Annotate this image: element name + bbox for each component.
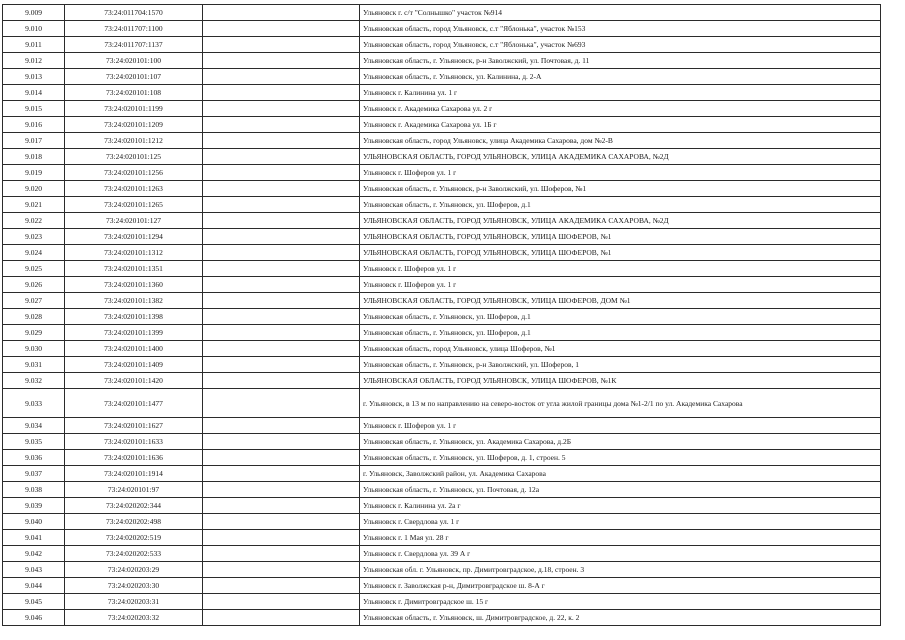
address-cell: Ульяновская область, г. Ульяновск, ул. Почтовая, д. 12а [360,482,881,498]
empty-cell [203,389,360,418]
row-number-cell: 9.013 [3,69,65,85]
empty-cell [203,197,360,213]
table-row [3,277,881,293]
cadastral-number-cell: 73:24:020101:108 [65,85,203,101]
cadastral-number-cell: 73:24:020101:100 [65,53,203,69]
table-row [3,594,881,610]
row-number-cell: 9.010 [3,21,65,37]
empty-cell [203,69,360,85]
cadastral-number-cell: 73:24:020101:1627 [65,418,203,434]
table-row [3,562,881,578]
row-number-cell: 9.016 [3,117,65,133]
row-number-cell: 9.044 [3,578,65,594]
row-number-cell: 9.025 [3,261,65,277]
empty-cell [203,578,360,594]
address-cell: Ульяновская область, г. Ульяновск, ул. Калинина, д. 2-А [360,69,881,85]
empty-cell [203,373,360,389]
cadastral-number-cell: 73:24:020101:1209 [65,117,203,133]
row-number-cell: 9.027 [3,293,65,309]
cadastral-number-cell: 73:24:020101:1351 [65,261,203,277]
cadastral-number-cell: 73:24:011707:1137 [65,37,203,53]
row-number-cell: 9.046 [3,610,65,626]
table-row [3,21,881,37]
row-number-cell: 9.039 [3,498,65,514]
table-row [3,309,881,325]
row-number-cell: 9.034 [3,418,65,434]
row-number-cell: 9.033 [3,389,65,418]
table-row [3,261,881,277]
row-number-cell: 9.031 [3,357,65,373]
table-row [3,69,881,85]
empty-cell [203,514,360,530]
row-number-cell: 9.011 [3,37,65,53]
table-row [3,5,881,21]
table-row [3,197,881,213]
cadastral-number-cell: 73:24:020101:1212 [65,133,203,149]
empty-cell [203,293,360,309]
table-row [3,357,881,373]
cadastral-number-cell: 73:24:020203:30 [65,578,203,594]
table-row [3,325,881,341]
cadastral-number-cell: 73:24:020202:498 [65,514,203,530]
row-number-cell: 9.029 [3,325,65,341]
row-number-cell: 9.038 [3,482,65,498]
address-cell: Ульяновская область, г. Ульяновск, ул. Шоферов, д.1 [360,197,881,213]
cadastral-number-cell: 73:24:020101:107 [65,69,203,85]
row-number-cell: 9.024 [3,245,65,261]
row-number-cell: 9.042 [3,546,65,562]
cadastral-number-cell: 73:24:020203:31 [65,594,203,610]
address-cell: Ульяновск г. Заволжская р-н, Димитровградское ш. 8-А г [360,578,881,594]
address-cell: Ульяновск г. Шоферов ул. 1 г [360,418,881,434]
cadastral-number-cell: 73:24:020101:1199 [65,101,203,117]
empty-cell [203,117,360,133]
table-row [3,213,881,229]
address-cell: Ульяновская область, г. Ульяновск, ул. Шоферов, д.1 [360,309,881,325]
address-cell: Ульяновск г. Академика Сахарова ул. 2 г [360,101,881,117]
address-cell: Ульяновск г. 1 Мая ул. 28 г [360,530,881,546]
row-number-cell: 9.037 [3,466,65,482]
empty-cell [203,21,360,37]
row-number-cell: 9.040 [3,514,65,530]
address-cell: Ульяновск г. Свердлова ул. 39 А г [360,546,881,562]
table-row [3,245,881,261]
table-row [3,133,881,149]
table-row [3,530,881,546]
table-row [3,514,881,530]
registry-table [2,4,881,626]
row-number-cell: 9.026 [3,277,65,293]
row-number-cell: 9.021 [3,197,65,213]
table-row [3,578,881,594]
cadastral-number-cell: 73:24:020203:32 [65,610,203,626]
empty-cell [203,261,360,277]
empty-cell [203,149,360,165]
address-cell: Ульяновская область, г. Ульяновск, ул. Шоферов, д. 1, строен. 5 [360,450,881,466]
table-row [3,149,881,165]
cadastral-number-cell: 73:24:020101:1409 [65,357,203,373]
row-number-cell: 9.032 [3,373,65,389]
cadastral-number-cell: 73:24:020101:1398 [65,309,203,325]
address-cell: Ульяновская область, г. Ульяновск, ул. Академика Сахарова, д.2Б [360,434,881,450]
address-cell: УЛЬЯНОВСКАЯ ОБЛАСТЬ, ГОРОД УЛЬЯНОВСК, УЛИЦА АКАДЕМИКА САХАРОВА, №2Д [360,213,881,229]
table-row [3,498,881,514]
empty-cell [203,325,360,341]
row-number-cell: 9.018 [3,149,65,165]
cadastral-number-cell: 73:24:020101:1256 [65,165,203,181]
table-row [3,229,881,245]
address-cell: Ульяновск г. Калинина ул. 1 г [360,85,881,101]
table-row [3,546,881,562]
address-cell: УЛЬЯНОВСКАЯ ОБЛАСТЬ, ГОРОД УЛЬЯНОВСК, УЛИЦА ШОФЕРОВ, №1 [360,229,881,245]
address-cell: Ульяновск г. Шоферов ул. 1 г [360,261,881,277]
table-row [3,85,881,101]
empty-cell [203,482,360,498]
address-cell: Ульяновская область, город Ульяновск, улица Академика Сахарова, дом №2-В [360,133,881,149]
address-cell: УЛЬЯНОВСКАЯ ОБЛАСТЬ, ГОРОД УЛЬЯНОВСК, УЛИЦА ШОФЕРОВ, №1 [360,245,881,261]
empty-cell [203,229,360,245]
cadastral-number-cell: 73:24:020101:1294 [65,229,203,245]
table-row [3,389,881,418]
cadastral-number-cell: 73:24:020202:533 [65,546,203,562]
address-cell: Ульяновская область, г. Ульяновск, р-н Заволжский, ул. Шоферов, 1 [360,357,881,373]
address-cell: Ульяновская область, г. Ульяновск, ш. Димитровградское, д. 22, к. 2 [360,610,881,626]
empty-cell [203,37,360,53]
address-cell: УЛЬЯНОВСКАЯ ОБЛАСТЬ, ГОРОД УЛЬЯНОВСК, УЛИЦА ШОФЕРОВ, №1К [360,373,881,389]
row-number-cell: 9.028 [3,309,65,325]
table-row [3,101,881,117]
cadastral-number-cell: 73:24:020101:1400 [65,341,203,357]
empty-cell [203,133,360,149]
empty-cell [203,530,360,546]
empty-cell [203,562,360,578]
row-number-cell: 9.036 [3,450,65,466]
address-cell: Ульяновская область, город Ульяновск, улица Шоферов, №1 [360,341,881,357]
table-row [3,610,881,626]
cadastral-number-cell: 73:24:020101:1263 [65,181,203,197]
row-number-cell: 9.043 [3,562,65,578]
row-number-cell: 9.015 [3,101,65,117]
table-body [3,5,881,626]
address-cell: Ульяновск г. Шоферов ул. 1 г [360,165,881,181]
row-number-cell: 9.009 [3,5,65,21]
address-cell: Ульяновск г. Шоферов ул. 1 г [360,277,881,293]
table-row [3,117,881,133]
empty-cell [203,309,360,325]
empty-cell [203,594,360,610]
table-row [3,434,881,450]
address-cell: УЛЬЯНОВСКАЯ ОБЛАСТЬ, ГОРОД УЛЬЯНОВСК, УЛИЦА АКАДЕМИКА САХАРОВА, №2Д [360,149,881,165]
empty-cell [203,277,360,293]
address-cell: Ульяновская обл. г. Ульяновск, пр. Димитровградское, д.18, строен. 3 [360,562,881,578]
address-cell: Ульяновская область, г. Ульяновск, р-н Заволжский, ул. Почтовая, д. 11 [360,53,881,69]
address-cell: Ульяновская область, город Ульяновск, с.т "Яблонька", участок №693 [360,37,881,53]
empty-cell [203,418,360,434]
cadastral-number-cell: 73:24:020101:1399 [65,325,203,341]
empty-cell [203,434,360,450]
row-number-cell: 9.019 [3,165,65,181]
empty-cell [203,53,360,69]
address-cell: Ульяновск г. Свердлова ул. 1 г [360,514,881,530]
cadastral-number-cell: 73:24:020101:1382 [65,293,203,309]
row-number-cell: 9.041 [3,530,65,546]
empty-cell [203,466,360,482]
empty-cell [203,546,360,562]
cadastral-number-cell: 73:24:020101:1914 [65,466,203,482]
empty-cell [203,498,360,514]
address-cell: Ульяновская область, г. Ульяновск, р-н Заволжский, ул. Шоферов, №1 [360,181,881,197]
table-row [3,293,881,309]
table-row [3,181,881,197]
address-cell: г. Ульяновск, в 13 м по направлению на северо-восток от угла жилой границы дома №1-2/1 по ул. Академика Сахарова [360,389,881,418]
empty-cell [203,610,360,626]
empty-cell [203,341,360,357]
cadastral-number-cell: 73:24:020101:1420 [65,373,203,389]
cadastral-number-cell: 73:24:020101:1360 [65,277,203,293]
table-row [3,450,881,466]
cadastral-number-cell: 73:24:020101:1636 [65,450,203,466]
row-number-cell: 9.023 [3,229,65,245]
cadastral-number-cell: 73:24:020101:97 [65,482,203,498]
table-row [3,466,881,482]
row-number-cell: 9.014 [3,85,65,101]
table-row [3,482,881,498]
empty-cell [203,5,360,21]
row-number-cell: 9.045 [3,594,65,610]
address-cell: Ульяновск г. Академика Сахарова ул. 1Б г [360,117,881,133]
table-row [3,37,881,53]
row-number-cell: 9.012 [3,53,65,69]
row-number-cell: 9.035 [3,434,65,450]
row-number-cell: 9.020 [3,181,65,197]
empty-cell [203,213,360,229]
cadastral-number-cell: 73:24:020203:29 [65,562,203,578]
row-number-cell: 9.030 [3,341,65,357]
cadastral-number-cell: 73:24:020101:1477 [65,389,203,418]
cadastral-number-cell: 73:24:011704:1570 [65,5,203,21]
address-cell: УЛЬЯНОВСКАЯ ОБЛАСТЬ, ГОРОД УЛЬЯНОВСК, УЛИЦА ШОФЕРОВ, ДОМ №1 [360,293,881,309]
empty-cell [203,245,360,261]
table-row [3,418,881,434]
row-number-cell: 9.022 [3,213,65,229]
address-cell: Ульяновская область, г. Ульяновск, ул. Шоферов, д.1 [360,325,881,341]
cadastral-number-cell: 73:24:020101:1312 [65,245,203,261]
cadastral-number-cell: 73:24:020101:127 [65,213,203,229]
address-cell: Ульяновск г. с/т "Солнышко" участок №914 [360,5,881,21]
table-row [3,373,881,389]
empty-cell [203,450,360,466]
cadastral-number-cell: 73:24:020101:1633 [65,434,203,450]
empty-cell [203,357,360,373]
row-number-cell: 9.017 [3,133,65,149]
cadastral-number-cell: 73:24:020101:125 [65,149,203,165]
table-row [3,165,881,181]
address-cell: Ульяновская область, город Ульяновск, с.т "Яблонька", участок №153 [360,21,881,37]
empty-cell [203,181,360,197]
empty-cell [203,101,360,117]
empty-cell [203,85,360,101]
empty-cell [203,165,360,181]
table-row [3,341,881,357]
cadastral-number-cell: 73:24:011707:1100 [65,21,203,37]
table-row [3,53,881,69]
cadastral-number-cell: 73:24:020101:1265 [65,197,203,213]
cadastral-number-cell: 73:24:020202:519 [65,530,203,546]
address-cell: Ульяновск г. Димитровградское ш. 15 г [360,594,881,610]
cadastral-number-cell: 73:24:020202:344 [65,498,203,514]
address-cell: Ульяновск г. Калинина ул. 2а г [360,498,881,514]
address-cell: г. Ульяновск, Заволжский район, ул. Академика Сахарова [360,466,881,482]
